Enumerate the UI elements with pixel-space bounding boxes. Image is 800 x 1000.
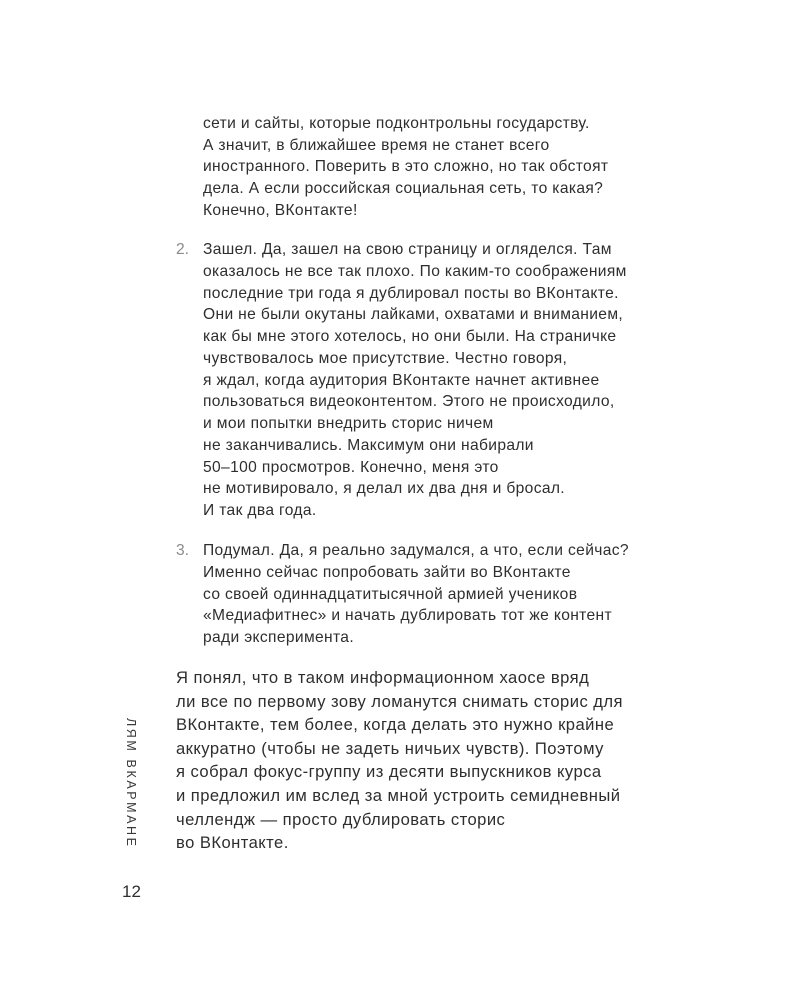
text-line: я собрал фокус-группу из десяти выпускников курса <box>176 762 602 781</box>
text-line: ради эксперимента. <box>203 629 355 646</box>
text-line: Конечно, ВКонтакте! <box>203 202 358 219</box>
text-line: как бы мне этого хотелось, но они были. На страничке <box>203 328 617 345</box>
text-line: во ВКонтакте. <box>176 833 289 852</box>
text-line: Именно сейчас попробовать зайти во ВКонтакте <box>203 564 571 581</box>
text-line: не мотивировало, я делал их два дня и бросал. <box>203 480 565 497</box>
text-line: оказалось не все так плохо. По каким-то соображениям <box>203 263 627 280</box>
text-line: последние три года я дублировал посты во ВКонтакте. <box>203 285 619 302</box>
text-line: дела. А если российская социальная сеть, то какая? <box>203 180 604 197</box>
text-line: и мои попытки внедрить сторис ничем <box>203 415 494 432</box>
list-number: 3. <box>176 542 190 559</box>
text-line: сети и сайты, которые подконтрольны государству. <box>203 115 590 132</box>
text-line: чувствовалось мое присутствие. Честно говоря, <box>203 350 568 367</box>
text-line: 50–100 просмотров. Конечно, меня это <box>203 459 499 476</box>
list-number: 2. <box>176 241 190 258</box>
text-line: аккуратно (чтобы не задеть ничьих чувств). Поэтому <box>176 739 604 758</box>
running-title: ЛЯМ ВКАРМАНЕ <box>124 718 138 849</box>
text-line: со своей одиннадцатитысячной армией учеников <box>203 586 578 603</box>
text-line: не заканчивались. Максимум они набирали <box>203 437 534 454</box>
text-line: Подумал. Да, я реально задумался, а что, если сейчас? <box>203 542 629 559</box>
text-line: челлендж — просто дублировать сторис <box>176 810 506 829</box>
text-line: Они не были окутаны лайками, охватами и вниманием, <box>203 306 624 323</box>
text-line: ВКонтакте, тем более, когда делать это нужно крайне <box>176 715 615 734</box>
page-number: 12 <box>122 882 141 901</box>
text-line: «Медиафитнес» и начать дублировать тот же контент <box>203 607 612 624</box>
text-line: пользоваться видеоконтентом. Этого не происходило, <box>203 393 615 410</box>
text-line: Я понял, что в таком информационном хаосе вряд <box>176 668 590 687</box>
text-line: И так два года. <box>203 502 317 519</box>
text-line: Зашел. Да, зашел на свою страницу и огляделся. Там <box>203 241 612 258</box>
text-line: и предложил им вслед за мной устроить семидневный <box>176 786 621 805</box>
text-line: ли все по первому зову ломанутся снимать сторис для <box>176 692 623 711</box>
text-line: я ждал, когда аудитория ВКонтакте начнет активнее <box>203 372 600 389</box>
text-line: А значит, в ближайшее время не станет всего <box>203 137 550 154</box>
text-line: иностранного. Поверить в это сложно, но так обстоят <box>203 158 609 175</box>
